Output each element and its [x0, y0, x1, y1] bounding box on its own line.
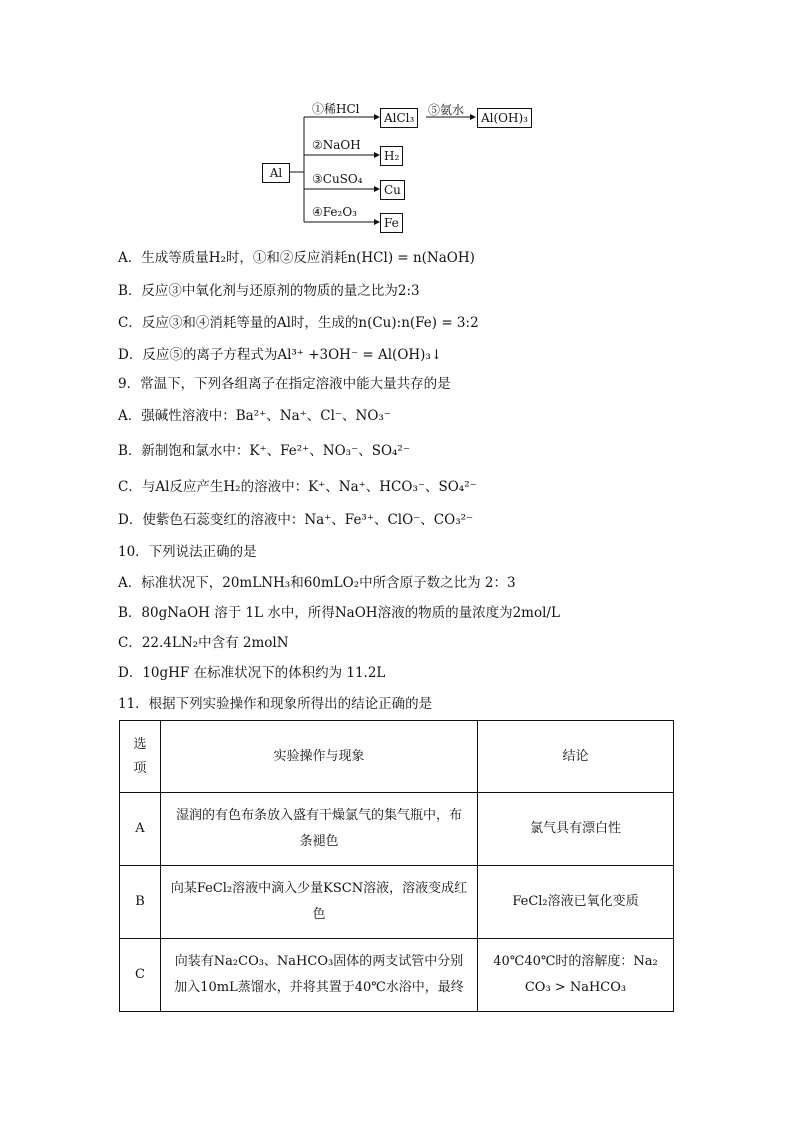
header-operation: 实验操作与现象	[161, 721, 478, 793]
product-fe-box	[380, 213, 403, 233]
q8-option-d: D．反应⑤的离子方程式为Al³⁺ +3OH⁻ = Al(OH)₃↓	[118, 347, 443, 363]
reactant-al: Al	[269, 166, 283, 180]
row-c-conclusion	[478, 939, 674, 1012]
product-aloh3-box	[477, 108, 532, 128]
experiment-table	[119, 720, 674, 1012]
product-h2: H₂	[384, 149, 400, 163]
branch-3-label: ③CuSO₄	[312, 172, 363, 186]
branch-1-label: ①稀HCl	[312, 102, 360, 116]
q8-option-b: B．反应③中氧化剂与还原剂的物质的量之比为2:3	[118, 283, 420, 299]
q9-option-b: B．新制饱和氯水中：K⁺、Fe²⁺、NO₃⁻、SO₄²⁻	[118, 443, 410, 459]
header-option	[120, 721, 161, 793]
product-h2-box	[380, 146, 403, 166]
row-a-operation-line-1: 湿润的有色布条放入盛有干燥氯气的集气瓶中，布	[175, 808, 462, 823]
product-alcl3-box	[380, 108, 418, 128]
branch-5-label: ⑤氨水	[428, 103, 465, 117]
product-fe: Fe	[384, 216, 399, 230]
product-cu: Cu	[384, 183, 401, 197]
table-row	[120, 866, 674, 939]
row-c-operation-line-1: 向装有Na₂CO₃、NaHCO₃固体的两支试管中分别	[174, 954, 464, 969]
row-c-conclusion-line-1: 40℃40℃时的溶解度：Na₂	[493, 954, 658, 969]
table-header-row	[120, 721, 674, 793]
row-b-operation-line-2: 色	[312, 907, 326, 922]
row-c-operation	[161, 939, 478, 1012]
row-b-conclusion: FeCl₂溶液已氧化变质	[478, 866, 674, 939]
branch-4-label: ④Fe₂O₃	[312, 205, 357, 219]
row-c-option: C	[120, 939, 161, 1012]
table-row	[120, 793, 674, 866]
row-a-option: A	[120, 793, 161, 866]
q9-stem: 9．常温下，下列各组离子在指定溶液中能大量共存的是	[118, 376, 451, 392]
row-a-operation	[161, 793, 478, 866]
q8-option-c: C．反应③和④消耗等量的Al时，生成的n(Cu):n(Fe) = 3:2	[118, 315, 479, 331]
q10-option-a: A．标准状况下，20mLNH₃和60mLO₂中所含原子数之比为 2：3	[118, 575, 516, 591]
q10-option-d: D．10gHF 在标准状况下的体积约为 11.2L	[118, 665, 386, 681]
q10-option-c: C．22.4LN₂中含有 2molN	[118, 635, 289, 651]
row-c-operation-line-2: 加入10mL蒸馏水，并将其置于40℃水浴中，最终	[174, 980, 464, 995]
product-alcl3: AlCl₃	[384, 111, 415, 125]
row-c-conclusion-line-2: CO₃ > NaHCO₃	[524, 980, 627, 995]
product-aloh3: Al(OH)₃	[481, 111, 528, 125]
header-conclusion: 结论	[478, 721, 674, 793]
q9-option-c: C．与Al反应产生H₂的溶液中：K⁺、Na⁺、HCO₃⁻、SO₄²⁻	[118, 479, 477, 495]
reaction-diagram	[258, 95, 548, 240]
reactant-al-box	[262, 163, 290, 183]
table-row	[120, 939, 674, 1012]
q10-option-b: B．80gNaOH 溶于 1L 水中，所得NaOH溶液的物质的量浓度为2mol/L	[118, 605, 560, 621]
q9-option-d: D．使紫色石蕊变红的溶液中：Na⁺、Fe³⁺、ClO⁻、CO₃²⁻	[118, 512, 474, 528]
q11-stem: 11．根据下列实验操作和现象所得出的结论正确的是	[118, 696, 433, 712]
q10-stem: 10．下列说法正确的是	[118, 544, 257, 560]
row-a-operation-line-2: 条褪色	[299, 834, 339, 849]
q9-option-a: A．强碱性溶液中：Ba²⁺、Na⁺、Cl⁻、NO₃⁻	[118, 408, 391, 424]
product-cu-box	[380, 180, 405, 200]
branch-2-label: ②NaOH	[312, 138, 361, 152]
row-b-operation	[161, 866, 478, 939]
q8-option-a: A．生成等质量H₂时，①和②反应消耗n(HCl) = n(NaOH)	[118, 250, 475, 266]
row-b-operation-line-1: 向某FeCl₂溶液中滴入少量KSCN溶液，溶液变成红	[170, 881, 468, 896]
header-option-text: 选项	[133, 736, 147, 776]
row-a-conclusion: 氯气具有漂白性	[478, 793, 674, 866]
row-b-option: B	[120, 866, 161, 939]
